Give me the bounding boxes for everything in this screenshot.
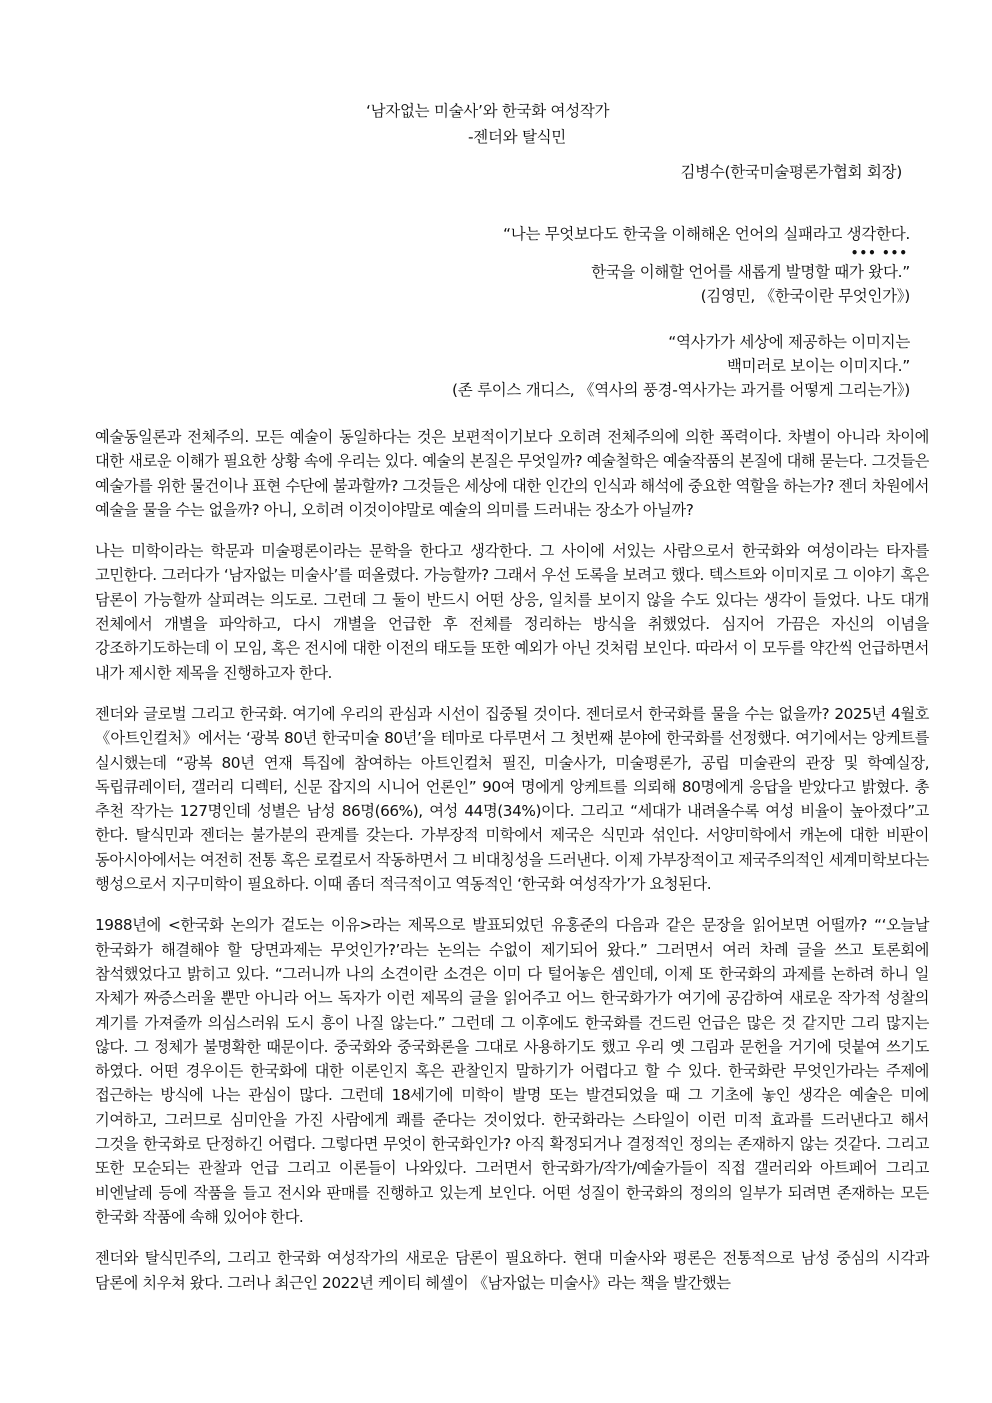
epigraph-1	[503, 222, 910, 308]
epigraph-2	[452, 330, 910, 402]
epigraph-line: “역사가가 세상에 제공하는 이미지는	[668, 333, 910, 351]
paragraph-5: 젠더와 탈식민주의, 그리고 한국화 여성작가의 새로운 담론이 필요하다. 현대 미술사와 평론은 전통적으로 남성 중심의 시각과 담론에 치우쳐 왔다. 그러나 최근인 2022년 케이티 헤셀이 《남자없는 미술사》라는 책을 발간했는	[95, 1249, 929, 1292]
epigraph-line: “나는 무엇보다도 한국을 이해해온 언어의 실패라고 생각한다.	[503, 225, 910, 243]
body-text	[95, 425, 929, 1312]
paragraph-4: 1988년에 <한국화 논의가 겉도는 이유>라는 제목으로 발표되었던 유홍준의 다음과 같은 문장을 읽어보면 어떨까? “‘오늘날 한국화가 해결해야 할 당면과제는 무엇인가?’라는 논의는 수없이 제기되어 왔다.” 그러면서 여러 차례 글을 쓰고 토론회에 참석했었다고 밝히고 있다. “그러니까 나의 소견이란 소견은 이미 다 털어놓은 셈인데, 이제 또 한국화의 과제를 논하려 하니 일 자체가 짜증스러울 뿐만 아니라 어느 독자가 이런 제목의 글을 읽어주고 어느 한국화가가 여기에 공감하여 새로운 작가적 성찰의 계기를 가져줄까 의심스러워 도시 흥이 나질 않는다.” 그런데 그 이후에도 한국화를 건드린 언급은 많은 것 같지만 그리 많지는 않다. 그 정체가 불명확한 때문이다. 중국화와 중국화론을 그대로 사용하기도 했고 우리 옛 그림과 문헌을 거기에 덧붙여 쓰기도 하였다. 어떤 경우이든 한국화에 대한 이론인지 혹은 관찰인지 말하기가 어렵다고 할 수 있다. 한국화란 무엇인가라는 주제에 접근하는 방식에 나는 관심이 많다. 그런데 18세기에 미학이 발명 또는 발견되었을 때 그 기초에 놓인 생각은 예술은 미에 기여하고, 그러므로 심미안을 가진 사람에게 쾌를 준다는 것이었다. 한국화라는 스타일이 이런 미적 효과를 드러낸다고 해서 그것을 한국화로 단정하긴 어렵다. 그렇다면 무엇이 한국화인가? 아직 확정되거나 결정적인 정의는 존재하지 않는 것같다. 그리고 또한 모순되는 관찰과 언급 그리고 이론들이 나와있다. 그러면서 한국화가/작가/예술가들이 직접 갤러리와 아트페어 그리고 비엔날레 등에 작품을 들고 전시와 판매를 진행하고 있는게 보인다. 어떤 성질이 한국화의 정의의 일부가 되려면 존재하는 모든 한국화 작품에 속해 있어야 한다.	[95, 916, 929, 1226]
document-subtitle: -젠더와 탈식민	[468, 128, 566, 146]
ellipsis-mark: ••• •••	[850, 246, 908, 260]
author-line: 김병수(한국미술평론가협회 회장)	[680, 163, 902, 181]
document-title: ‘남자없는 미술사’와 한국화 여성작가	[366, 102, 610, 120]
paragraph-2: 나는 미학이라는 학문과 미술평론이라는 문학을 한다고 생각한다. 그 사이에 서있는 사람으로서 한국화와 여성이라는 타자를 고민한다. 그러다가 ‘남자없는 미술사’를 떠올렸다. 가능할까? 그래서 우선 도록을 보려고 했다. 텍스트와 이미지로 그 이야기 혹은 담론이 가능할까 살피려는 의도로. 그런데 그 둘이 반드시 어떤 상응, 일치를 보이지 않을 수도 있다는 생각이 들었다. 나도 대개 전체에서 개별을 파악하고, 다시 개별을 언급한 후 전체를 정리하는 방식을 취했었다. 심지어 가끔은 자신의 이념을 강조하기도하는데 이 모임, 혹은 전시에 대한 이전의 태도들 또한 예외가 아닌 것처럼 보인다. 따라서 이 모두를 약간씩 언급하면서 내가 제시한 제목을 진행하고자 한다.	[95, 542, 929, 682]
epigraph-citation: (김영민, 《한국이란 무엇인가》)	[700, 287, 910, 305]
epigraph-line: 백미러로 보이는 이미지다.”	[726, 357, 910, 375]
epigraph-citation: (존 루이스 개디스, 《역사의 풍경-역사가는 과거를 어떻게 그리는가》)	[452, 381, 910, 399]
epigraph-line: 한국을 이해할 언어를 새롭게 발명할 때가 왔다.”	[591, 263, 910, 281]
paragraph-3: 젠더와 글로벌 그리고 한국화. 여기에 우리의 관심과 시선이 집중될 것이다. 젠더로서 한국화를 물을 수는 없을까? 2025년 4월호 《아트인컬처》에서는 ‘광복 80년 한국미술 80년’을 테마로 다루면서 그 첫번째 분야에 한국화를 선정했다. 여기에서는 앙케트를 실시했는데 “광복 80년 연재 특집에 참여하는 아트인컬처 필진, 미술사가, 미술평론가, 공립 미술관의 관장 및 학예실장, 독립큐레이터, 갤러리 디렉터, 신문 잡지의 시니어 언론인” 90여 명에게 앙케트를 의뢰해 80명에게 응답을 받았다고 밝혔다. 총 추천 작가는 127명인데 성별은 남성 86명(66%), 여성 44명(34%)이다. 그리고 “세대가 내려올수록 여성 비율이 높아졌다”고 한다. 탈식민과 젠더는 불가분의 관계를 갖는다. 가부장적 미학에서 제국은 식민과 섞인다. 서양미학에서 캐논에 대한 비판이 동아시아에서는 여전히 전통 혹은 로컬로서 작동하면서 그 비대칭성을 드러낸다. 이제 가부장적이고 제국주의적인 세계미학보다는 행성으로서 지구미학이 필요하다. 이때 좀더 적극적이고 역동적인 ‘한국화 여성작가’가 요청된다.	[95, 704, 929, 894]
title-block	[366, 98, 609, 150]
paragraph-1: 예술동일론과 전체주의. 모든 예술이 동일하다는 것은 보편적이기보다 오히려 전체주의에 의한 폭력이다. 차별이 아니라 차이에 대한 새로운 이해가 필요한 상황 속에 우리는 있다. 예술의 본질은 무엇일까? 예술철학은 예술작품의 본질에 대해 묻는다. 그것들은 예술가를 위한 물건이나 표현 수단에 불과할까? 그것들은 세상에 대한 인간의 인식과 해석에 중요한 역할을 하는가? 젠더 차원에서 예술을 물을 수는 없을까? 아니, 오히려 이것이야말로 예술의 의미를 드러내는 장소가 아닐까?	[95, 428, 929, 519]
